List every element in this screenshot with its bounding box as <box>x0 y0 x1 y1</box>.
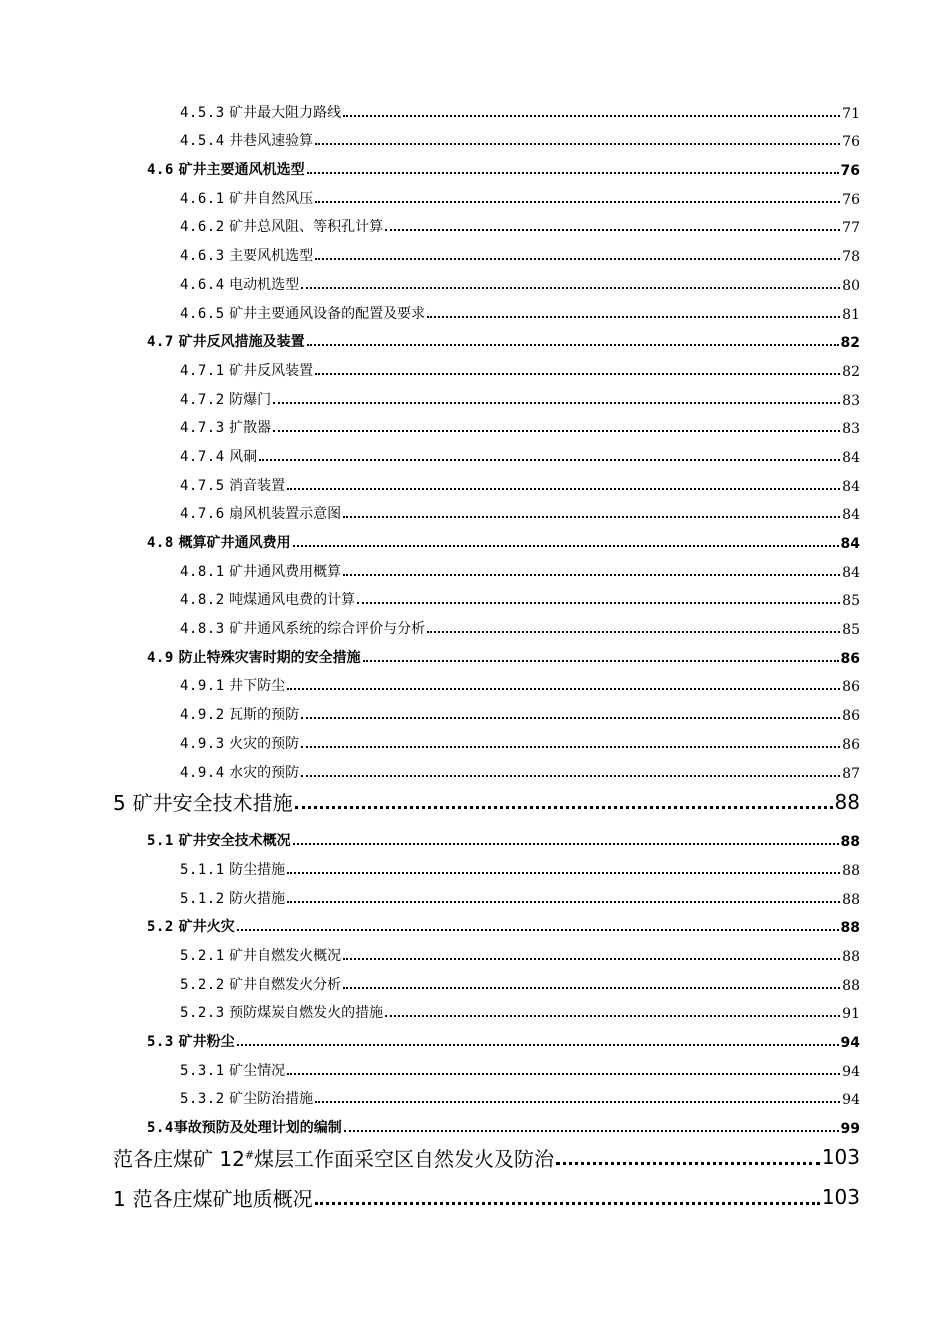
toc-entry[interactable] <box>0 380 950 409</box>
toc-entry-title: 扩散器 <box>229 420 272 437</box>
toc-entry-title: 矿井自燃发火分析 <box>229 976 342 993</box>
toc-entry-title: 井巷风速验算 <box>229 133 314 150</box>
toc-dot-leader <box>307 172 839 174</box>
toc-dot-leader <box>315 1101 840 1103</box>
toc-entry-title: 矿井通风系统的综合评价与分析 <box>229 621 426 638</box>
toc-dot-leader <box>295 806 833 809</box>
toc-entry[interactable] <box>0 552 950 581</box>
toc-entry-page-number: 81 <box>842 306 860 323</box>
toc-list <box>0 93 950 1217</box>
toc-entry-label <box>180 675 285 695</box>
toc-dot-leader <box>427 316 840 318</box>
toc-entry[interactable] <box>0 437 950 466</box>
toc-entry-label <box>180 1002 383 1022</box>
toc-entry[interactable] <box>0 122 950 151</box>
toc-dot-leader <box>315 143 840 145</box>
toc-dot-leader <box>237 929 839 931</box>
toc-dot-leader <box>343 987 840 989</box>
toc-entry[interactable] <box>0 609 950 638</box>
toc-dot-leader <box>385 1015 840 1017</box>
toc-dot-leader <box>427 631 840 633</box>
toc-entry[interactable] <box>0 351 950 380</box>
toc-entry-title: 防止特殊灾害时期的安全措施 <box>178 649 361 666</box>
toc-entry-label <box>180 446 257 466</box>
toc-entry-page-number: 94 <box>840 1035 860 1051</box>
toc-dot-leader <box>343 115 840 117</box>
toc-entry-page-number: 80 <box>842 277 860 294</box>
toc-entry-number: 5.2.2 <box>180 976 225 993</box>
toc-entry-number: 4.9.4 <box>180 764 225 781</box>
toc-entry-page-number: 76 <box>842 134 860 151</box>
toc-entry-title: 矿井通风费用概算 <box>229 563 342 580</box>
toc-entry-number: 5 <box>113 791 127 815</box>
toc-entry-number: 4.6.4 <box>180 276 225 293</box>
toc-entry[interactable] <box>0 1137 950 1177</box>
toc-entry[interactable] <box>0 667 950 696</box>
toc-entry-label <box>180 360 313 380</box>
toc-entry-number: 5.3 <box>147 1034 174 1050</box>
toc-entry-number: 4.7.1 <box>180 362 225 379</box>
toc-entry[interactable] <box>0 994 950 1023</box>
toc-dot-leader <box>343 574 840 576</box>
toc-entry-label <box>180 561 341 581</box>
toc-entry-page-number: 88 <box>840 920 860 937</box>
toc-entry-title: 井下防尘 <box>229 678 286 695</box>
toc-dot-leader <box>344 1130 839 1132</box>
toc-entry-page-number: 85 <box>842 622 860 639</box>
toc-entry-number: 4.6.2 <box>180 219 225 236</box>
toc-entry-label <box>147 331 305 351</box>
toc-entry-page-number: 87 <box>842 765 860 782</box>
toc-entry[interactable] <box>0 1080 950 1109</box>
toc-entry-title: 事故预防及处理计划的编制 <box>173 1120 342 1137</box>
toc-entry-page-number: 86 <box>840 650 860 667</box>
toc-dot-leader <box>287 688 840 690</box>
toc-entry-label <box>147 830 291 850</box>
toc-dot-leader <box>287 872 840 874</box>
toc-entry[interactable] <box>0 93 950 122</box>
toc-entry-superscript: # <box>244 1147 255 1161</box>
toc-entry-label <box>147 1117 342 1137</box>
toc-dot-leader <box>301 717 840 719</box>
toc-entry-number: 4.7 <box>147 334 174 351</box>
toc-entry-title: 概算矿井通风费用 <box>178 535 291 551</box>
toc-entry-label <box>180 974 341 994</box>
toc-dot-leader <box>315 201 840 203</box>
toc-entry-title: 矿井总风阻、等积孔计算 <box>229 219 384 236</box>
toc-entry-page-number: 85 <box>842 593 860 610</box>
toc-entry-page-number: 94 <box>842 1063 860 1080</box>
toc-entry-label <box>180 245 313 265</box>
toc-entry[interactable] <box>0 1022 950 1051</box>
toc-entry-number: 4.9 <box>147 649 174 666</box>
toc-entry-number: 5.2.3 <box>180 1005 225 1022</box>
toc-entry-number: 5.1.1 <box>180 861 225 878</box>
toc-entry-page-number: 84 <box>842 507 860 524</box>
toc-entry-label <box>180 1088 313 1108</box>
toc-entry-page-number: 84 <box>842 564 860 581</box>
toc-entry-title: 消音装置 <box>229 477 286 494</box>
toc-entry[interactable] <box>0 1051 950 1080</box>
toc-entry-title: 防爆门 <box>229 391 272 408</box>
toc-dot-leader <box>307 344 839 346</box>
toc-entry[interactable] <box>0 409 950 438</box>
toc-entry-page-number: 84 <box>842 449 860 466</box>
toc-dot-leader <box>556 1162 820 1165</box>
toc-entry[interactable] <box>0 323 950 352</box>
toc-entry-page-number: 82 <box>842 363 860 380</box>
toc-entry[interactable] <box>0 466 950 495</box>
toc-entry-title: 矿尘情况 <box>229 1062 286 1079</box>
toc-entry-number: 4.9.3 <box>180 735 225 752</box>
toc-entry-label <box>180 1060 285 1080</box>
toc-entry-label <box>180 303 425 323</box>
toc-entry-page-number: 88 <box>842 862 860 879</box>
toc-entry-page-number: 77 <box>842 220 860 237</box>
toc-entry-title: 风硐 <box>229 448 258 465</box>
toc-entry[interactable] <box>0 581 950 610</box>
toc-entry-label <box>180 704 299 724</box>
toc-entry[interactable] <box>0 1177 950 1217</box>
toc-entry[interactable] <box>0 936 950 965</box>
toc-entry-page-number: 88 <box>840 834 860 851</box>
toc-entry[interactable] <box>0 236 950 265</box>
toc-entry-title: 矿井安全技术概况 <box>178 833 291 850</box>
toc-entry-page-number: 103 <box>821 1145 860 1170</box>
toc-entry-label <box>113 787 293 816</box>
toc-dot-leader <box>273 402 840 404</box>
toc-entry-number: 4.7.3 <box>180 420 225 437</box>
toc-entry-page-number: 103 <box>821 1185 860 1210</box>
toc-entry[interactable] <box>0 208 950 237</box>
toc-entry-number: 4.6 <box>147 162 174 179</box>
toc-dot-leader <box>301 775 840 777</box>
toc-entry[interactable] <box>0 965 950 994</box>
toc-entry-page-number: 82 <box>840 335 860 352</box>
toc-entry[interactable] <box>0 495 950 524</box>
toc-entry-page-number: 99 <box>840 1121 860 1138</box>
toc-dot-leader <box>293 843 839 845</box>
toc-dot-leader <box>287 901 840 903</box>
toc-entry-title: 矿井火灾 <box>178 919 235 936</box>
toc-entry-number: 4.8.3 <box>180 621 225 638</box>
toc-entry-label <box>113 1183 313 1212</box>
toc-entry-number: 4.5.4 <box>180 133 225 150</box>
toc-dot-leader <box>301 746 840 748</box>
toc-entry-page-number: 88 <box>834 789 860 814</box>
toc-entry-page-number: 83 <box>842 392 860 409</box>
toc-entry-number: 1 <box>113 1186 127 1211</box>
toc-entry-title-continued: 煤层工作面采空区自然发火及防治 <box>254 1146 555 1171</box>
toc-entry-page-number: 83 <box>842 421 860 438</box>
toc-dot-leader <box>287 1073 840 1075</box>
toc-entry-title: 电动机选型 <box>229 276 300 293</box>
toc-entry-page-number: 84 <box>842 478 860 495</box>
toc-entry-number: 4.7.2 <box>180 391 225 408</box>
toc-entry-number: 4.9.2 <box>180 707 225 724</box>
toc-entry-title: 矿井自燃发火概况 <box>229 947 342 964</box>
toc-entry[interactable] <box>0 179 950 208</box>
toc-entry-number: 5.3.1 <box>180 1062 225 1079</box>
toc-entry-title: 矿井反风装置 <box>229 362 314 379</box>
toc-entry[interactable] <box>0 265 950 294</box>
toc-entry-number: 4.6.3 <box>180 248 225 265</box>
toc-entry-label <box>180 216 383 236</box>
toc-entry-number: 4.5.3 <box>180 104 225 121</box>
toc-entry-page-number: 86 <box>842 708 860 725</box>
toc-entry-number: 4.8.1 <box>180 563 225 580</box>
toc-entry[interactable] <box>0 724 950 753</box>
toc-entry-number: 4.7.4 <box>180 448 225 465</box>
toc-entry-label <box>180 945 341 965</box>
toc-entry-label <box>180 733 299 753</box>
toc-entry-number: 4.6.1 <box>180 190 225 207</box>
toc-entry[interactable] <box>0 753 950 782</box>
toc-entry-number: 4.8 <box>147 535 174 551</box>
toc-dot-leader <box>237 1044 839 1046</box>
toc-entry-title: 扇风机装置示意图 <box>229 506 342 523</box>
toc-entry-number: 5.1.2 <box>180 890 225 907</box>
toc-entry[interactable] <box>0 1108 950 1137</box>
toc-dot-leader <box>293 545 839 547</box>
toc-entry-page-number: 76 <box>840 163 860 180</box>
toc-entry-page-number: 71 <box>842 105 860 122</box>
toc-entry-number: 5.1 <box>147 833 174 850</box>
toc-dot-leader <box>343 516 840 518</box>
toc-entry-label <box>180 475 285 495</box>
toc-entry-label <box>180 274 299 294</box>
toc-dot-leader <box>357 602 840 604</box>
toc-entry-page-number: 88 <box>842 977 860 994</box>
toc-entry[interactable] <box>0 879 950 908</box>
toc-entry-title: 防火措施 <box>229 890 286 907</box>
toc-dot-leader <box>301 287 840 289</box>
toc-entry-number: 5.3.2 <box>180 1091 225 1108</box>
toc-entry-number: 4.7.5 <box>180 477 225 494</box>
toc-entry-title: 瓦斯的预防 <box>229 707 300 724</box>
toc-entry-title: 矿尘防治措施 <box>229 1091 314 1108</box>
toc-entry-number: 4.7.6 <box>180 506 225 523</box>
toc-entry-label <box>147 647 361 667</box>
toc-dot-leader <box>343 958 840 960</box>
toc-entry-page-number: 78 <box>842 249 860 266</box>
toc-entry-label <box>147 532 291 552</box>
toc-entry-label <box>180 102 341 122</box>
toc-entry-page-number: 86 <box>842 679 860 696</box>
toc-entry-title: 预防煤炭自燃发火的措施 <box>229 1005 384 1022</box>
toc-dot-leader <box>385 229 840 231</box>
toc-entry-title: 矿井粉尘 <box>178 1034 235 1050</box>
toc-entry-label <box>147 159 305 179</box>
toc-dot-leader <box>315 258 840 260</box>
toc-entry-label <box>180 389 271 409</box>
toc-entry-title: 水灾的预防 <box>229 764 300 781</box>
toc-entry-label <box>180 888 285 908</box>
toc-entry-title: 范各庄煤矿地质概况 <box>132 1186 313 1211</box>
toc-entry-label <box>147 916 235 936</box>
toc-entry[interactable] <box>0 523 950 552</box>
toc-entry[interactable] <box>0 908 950 937</box>
toc-entry-title: 范各庄煤矿 12 <box>113 1146 245 1171</box>
toc-dot-leader <box>363 660 839 662</box>
toc-entry-title: 矿井自然风压 <box>229 190 314 207</box>
toc-entry-title: 火灾的预防 <box>229 735 300 752</box>
toc-entry-label <box>180 417 271 437</box>
toc-dot-leader <box>259 459 840 461</box>
toc-entry-title: 主要风机选型 <box>229 248 314 265</box>
toc-entry-title: 防尘措施 <box>229 861 286 878</box>
toc-entry-title: 矿井主要通风设备的配置及要求 <box>229 305 426 322</box>
toc-entry-title: 矿井最大阻力路线 <box>229 104 342 121</box>
toc-entry-page-number: 88 <box>842 891 860 908</box>
toc-entry-page-number: 91 <box>842 1006 860 1023</box>
toc-entry[interactable] <box>0 150 950 179</box>
toc-entry-page-number: 94 <box>842 1092 860 1109</box>
toc-dot-leader <box>315 1202 820 1205</box>
toc-entry-number: 4.6.5 <box>180 305 225 322</box>
toc-dot-leader <box>315 373 840 375</box>
toc-dot-leader <box>287 488 840 490</box>
toc-entry-label <box>180 618 425 638</box>
toc-entry[interactable] <box>0 822 950 851</box>
toc-entry-page-number: 88 <box>842 948 860 965</box>
toc-entry-page-number: 84 <box>840 536 860 552</box>
toc-entry[interactable] <box>0 850 950 879</box>
toc-entry-label <box>180 589 355 609</box>
toc-entry-label <box>147 1031 235 1051</box>
toc-entry-number: 5.2 <box>147 919 174 936</box>
toc-entry-page-number: 76 <box>842 191 860 208</box>
toc-entry[interactable] <box>0 638 950 667</box>
toc-entry-number: 4.9.1 <box>180 678 225 695</box>
toc-entry[interactable] <box>0 294 950 323</box>
toc-entry-label <box>113 1143 554 1172</box>
toc-entry-title: 吨煤通风电费的计算 <box>229 592 356 609</box>
toc-entry-number: 5.2.1 <box>180 947 225 964</box>
toc-entry-label <box>180 130 313 150</box>
toc-dot-leader <box>273 430 840 432</box>
toc-entry-title: 矿井安全技术措施 <box>132 791 293 815</box>
toc-entry[interactable] <box>0 695 950 724</box>
toc-entry-number: 4.8.2 <box>180 592 225 609</box>
toc-entry-title: 矿井主要通风机选型 <box>178 162 305 179</box>
toc-entry-page-number: 86 <box>842 736 860 753</box>
toc-entry[interactable] <box>0 782 950 822</box>
toc-entry-label <box>180 188 313 208</box>
toc-entry-label <box>180 503 341 523</box>
toc-entry-number: 5.4 <box>147 1120 174 1137</box>
toc-entry-title: 矿井反风措施及装置 <box>178 334 305 351</box>
toc-entry-label <box>180 859 285 879</box>
toc-entry-label <box>180 762 299 782</box>
